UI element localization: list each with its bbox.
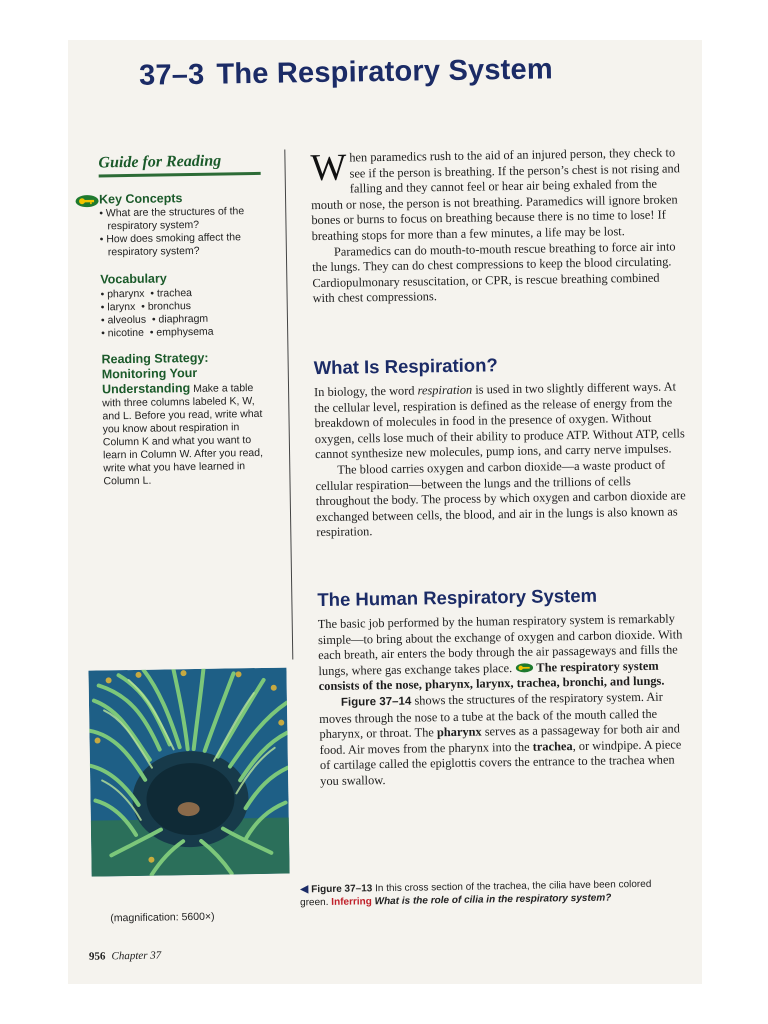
page-number: 956: [88, 950, 106, 963]
guide-for-reading-heading: Guide for Reading: [98, 152, 222, 172]
respiratory-paragraph-1: The basic job performed by the human respiratory system is remarkably simple—to bring about the exchange of oxygen and carbon dioxide. With each breath, air enters the body through the air passageways and fills the lungs, where gas exchange takes place. The respiratory system consists of the nose, pharynx, larynx, trachea, bronchi, and lungs.: [317, 611, 683, 694]
vocab-row: • larynx • bronchus: [100, 300, 192, 314]
reading-strategy-heading: Reading Strategy: Monitoring Your Understanding: [101, 350, 209, 397]
intro-text: [310, 145, 682, 307]
respiration-paragraph-2: The blood carries oxygen and carbon dioxide—a waste product of cellular respiration—between the lungs and the trillions of cells throughout the body. The process by which oxygen and carbon dioxide are exchanged between cells, the blood, and air in the lungs is also known as respiration.: [315, 457, 686, 540]
key-concepts-list: [99, 205, 270, 260]
caption-arrow-icon: ◀: [299, 883, 309, 896]
key-concept-icon: [75, 194, 99, 207]
figure-caption: [300, 878, 660, 910]
key-concept-statement: The respiratory system consists of the nose, pharynx, larynx, trachea, bronchi, and lungs.: [318, 658, 665, 694]
caption-text: In this cross section of the trachea, the cilia have been colored green.: [300, 878, 652, 909]
page-content: [68, 40, 702, 984]
section-number: 37–3: [138, 58, 205, 92]
key-concept-item: • How does smoking affect the respiratory system?: [99, 231, 241, 259]
term-trachea: trachea: [532, 738, 573, 754]
caption-question: What is the role of cilia in the respiratory system?: [371, 892, 612, 908]
column-divider: [284, 150, 293, 660]
vocab-row: • nicotine • emphysema: [101, 325, 214, 340]
key-concepts-heading: Key Concepts: [98, 191, 183, 207]
vocab-row: • pharynx • trachea: [100, 287, 193, 301]
vocabulary-list: [100, 286, 271, 341]
chapter-label: Chapter 37: [111, 949, 162, 963]
figure-label: Figure 37–13: [311, 883, 373, 896]
intro-paragraph-1: When paramedics rush to the aid of an injured person, they check to see if the person is breathing. If the person’s chest is not rising and falling and they cannot feel or hear air being exhaled from the mouth or nose, the person is not breathing. Paramedics will ignore broken bones or burns to focus on breathing because there is no time to lose! If breathing stops for more than a few minutes, a life may be lost.: [310, 145, 680, 244]
what-is-respiration-heading: What Is Respiration?: [313, 354, 498, 379]
inferring-label: Inferring: [331, 896, 372, 908]
reading-strategy-start: Make: [193, 382, 219, 395]
guide-divider: [99, 172, 261, 178]
term-pharynx: pharynx: [436, 724, 482, 740]
respiratory-system-text: [318, 611, 691, 789]
respiration-paragraph-1: In biology, the word respiration is used in two slightly different ways. At the cellular level, respiration is defined as the release of energy from the breakdown of molecules in food in the presence of oxygen. Without oxygen, cells lose much of their ability to produce ATP. Without ATP, cells cannot synthesize new molecules, pump ions, and carry nerve impulses.: [313, 379, 685, 462]
figure-reference: Figure 37–14: [340, 695, 412, 709]
respiratory-paragraph-2: Figure 37–14 shows the structures of the respiratory system. Air moves through the nose to a tube at the back of the mouth called the pharynx, or throat. The pharynx serves as a passageway for both air and food. Air moves from the pharynx into the trachea, or windpipe. A piece of cartilage called the epiglottis covers the entrance to the trachea when you swallow.: [319, 689, 682, 788]
vocabulary-heading: Vocabulary: [100, 271, 167, 287]
key-concept-item: • What are the structures of the respiratory system?: [99, 205, 245, 233]
intro-paragraph-2: Paramedics can do mouth-to-mouth rescue breathing to force air into the lungs. They can do chest compressions to keep the blood circulating. Cardiopulmonary resuscitation, or CPR, is rescue breathing combined with chest compressions.: [312, 238, 676, 306]
textbook-page: [68, 40, 702, 984]
page-footer: [89, 950, 161, 963]
section-title-text: The Respiratory System: [216, 53, 554, 91]
reading-strategy-text: a table with three columns labeled K, W, and L. Before you read, write what you know about respiration in Column K and what you want to learn in Column W. After you read, write what you have learned in Column L.: [102, 382, 264, 488]
respiration-text: [314, 379, 686, 541]
trachea-cilia-micrograph: [88, 668, 289, 877]
drop-cap: W: [310, 146, 347, 190]
key-concept-icon: [515, 662, 533, 672]
magnification-label: (magnification: 5600×): [110, 910, 215, 925]
vocab-row: • alveolus • diaphragm: [100, 312, 209, 327]
section-title: [139, 53, 553, 92]
human-respiratory-system-heading: The Human Respiratory System: [317, 584, 598, 611]
reading-strategy: [101, 350, 263, 488]
